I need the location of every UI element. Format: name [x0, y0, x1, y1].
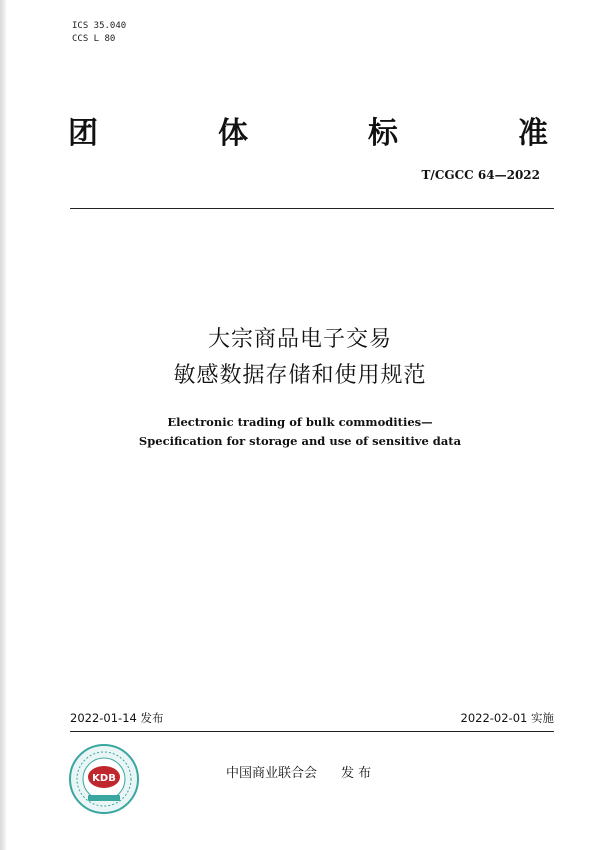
english-title: [0, 413, 600, 451]
chinese-title-line1: 大宗商品电子交易: [207, 327, 392, 352]
publisher-action: 发 布: [341, 766, 372, 781]
publisher-name: 中国商业联合会: [226, 766, 318, 781]
certification-seal-icon: [68, 743, 140, 815]
bottom-divider: [70, 731, 554, 732]
ccs-code: CCS L 80: [72, 34, 116, 44]
english-title-line1: Electronic trading of bulk commodities—: [167, 415, 433, 429]
doc-type-char: 标: [368, 116, 398, 151]
doc-type-char: 准: [518, 116, 548, 151]
classification-codes: [72, 20, 126, 46]
issue-date: 2022-01-14 发布: [70, 711, 164, 725]
standard-number: T/CGCC 64—2022: [421, 168, 540, 182]
document-type-heading: [68, 108, 548, 152]
chinese-title: [0, 322, 600, 394]
seal-text: KDB: [92, 773, 116, 784]
ics-code: ICS 35.040: [72, 21, 127, 31]
chinese-title-line2: 敏感数据存储和使用规范: [173, 363, 427, 388]
doc-type-char: 体: [218, 116, 248, 151]
date-row: [70, 710, 554, 726]
top-divider: [70, 208, 554, 209]
publisher-line: [226, 762, 371, 781]
implementation-date: 2022-02-01 实施: [460, 711, 554, 725]
doc-type-char: 团: [68, 116, 98, 151]
english-title-line2: Specification for storage and use of sensitive data: [138, 434, 462, 448]
